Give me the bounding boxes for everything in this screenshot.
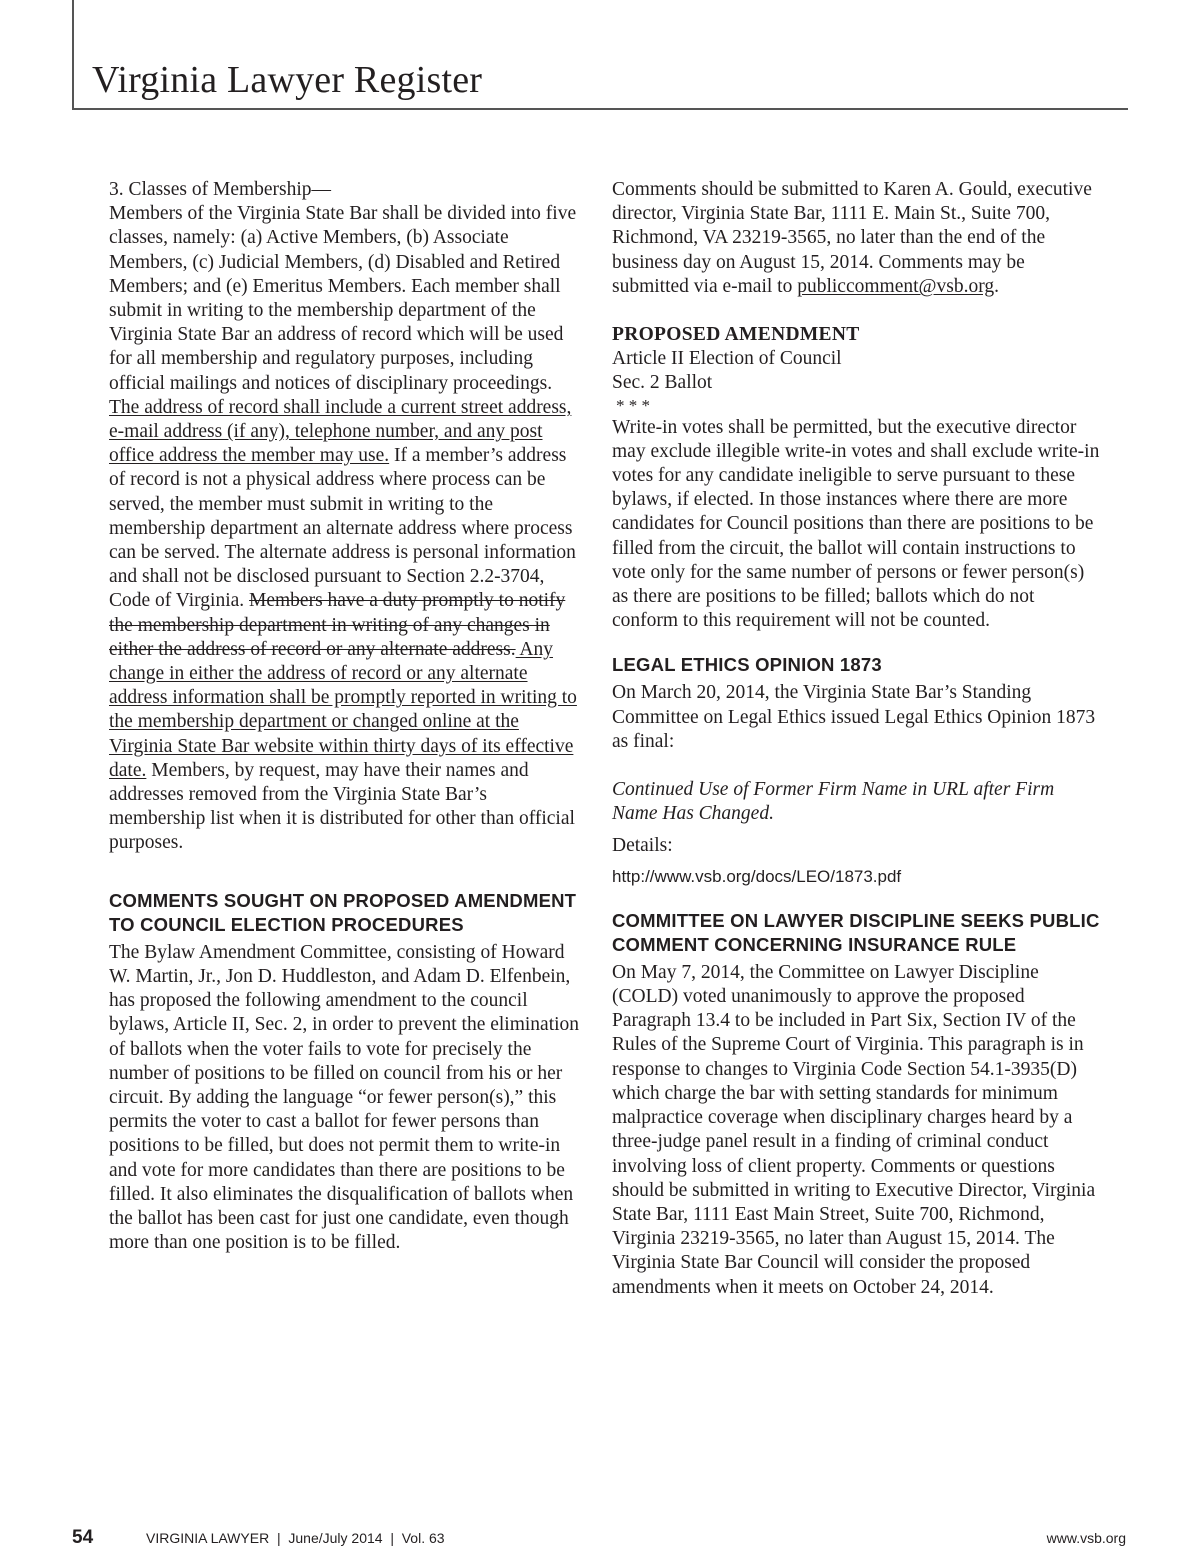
masthead-title: Virginia Lawyer Register — [92, 59, 483, 101]
body-text: Members of the Virginia State Bar shall be divided into five classes, namely: (a) Active Members, (b) Associate Members, (c) Judicial Members, (d) Disabled and Retired Members; and (e) Emeritus Members. Each member shall submit in writing to the membership department of the Virginia State Bar an address of record which will be used for all membership and regulatory purposes, including official mailings and notices of disciplinary proceedings. — [109, 203, 577, 394]
stars-separator: * * * — [616, 395, 650, 415]
section-line: Sec. 2 Ballot — [612, 372, 713, 394]
inserted-text: The address of record shall include a current street address, e-mail address (if any), telephone number, and any post office address the member may use. — [109, 396, 572, 467]
details-url-link[interactable]: http://www.vsb.org/docs/LEO/1873.pdf — [612, 866, 902, 886]
details-label: Details: — [612, 835, 673, 857]
deleted-text: Members have a duty promptly to notify the membership department in writing of any changes in either the address of record or any alternate address. — [109, 590, 566, 660]
footer-website-link[interactable]: www.vsb.org — [1046, 1530, 1126, 1546]
masthead-vertical-rule — [72, 0, 74, 108]
page-number: 54 — [72, 1527, 94, 1548]
leo-text: On March 20, 2014, the Virginia State Bar’s Standing Committee on Legal Ethics issued Legal Ethics Opinion 1873 as final: — [612, 682, 1096, 752]
comments-sought-heading: COMMENTS SOUGHT ON PROPOSED AMENDMENT TO COUNCIL ELECTION PROCEDURES — [109, 889, 577, 935]
article-line: Article II Election of Council — [612, 348, 842, 370]
cold-heading: COMMITTEE ON LAWYER DISCIPLINE SEEKS PUBLIC COMMENT CONCERNING INSURANCE RULE — [612, 909, 1100, 955]
classes-of-membership-title: 3. Classes of Membership— — [109, 179, 332, 200]
left-column — [109, 178, 585, 1255]
legal-ethics-opinion-heading: LEGAL ETHICS OPINION 1873 — [612, 654, 882, 676]
submit-text: Comments should be submitted to Karen A. Gould, executive director, Virginia State Bar, 1111 E. Main St., Suite 700, Richmond, VA 23219-3565, no later than the end of the business day on August 15, 2014. Comments may be submitted via e-mail to — [612, 179, 1092, 297]
magazine-info: VIRGINIA LAWYER | June/July 2014 | Vol. 63 — [146, 1530, 445, 1546]
right-column — [612, 178, 1102, 1300]
body-text: Members, by request, may have their names and addresses removed from the Virginia State Bar’s membership list when it is distributed for other than official purposes. — [109, 759, 575, 854]
write-in-votes-text: Write-in votes shall be permitted, but the executive director may exclude illegible write-in votes and shall exclude write-in votes for any candidate ineligible to serve pursuant to these bylaws, if elected. In those instances where there are more candidates for Council positions than there are positions to be filled from the circuit, the ballot will contain instructions to vote only for the same number of persons or fewer person(s) as there are positions to be filled; ballots which do not conform to this requirement will not be counted. — [612, 416, 1100, 632]
inserted-text: Any change in either the address of record or any alternate address information shall be promptly reported in writing to the membership department or changed online at the Virginia State Bar website within thirty days of its effective date. — [109, 638, 577, 781]
classes-of-membership-body — [109, 202, 585, 855]
leo-opinion-title: Continued Use of Former Firm Name in URL after Firm Name Has Changed. — [612, 779, 1055, 825]
body-text: If a member’s address of record is not a physical address where process can be served, the member must submit in writing to the membership department an alternate address where process can be served. The alternate address is personal information and shall not be disclosed pursuant to Section 2.2-3704, Code of Virginia. — [109, 445, 576, 612]
masthead-horizontal-rule — [72, 108, 1128, 110]
email-link[interactable]: publiccomment@vsb.org — [797, 275, 995, 297]
submit-end: . — [994, 275, 999, 297]
cold-text: On May 7, 2014, the Committee on Lawyer Discipline (COLD) voted unanimously to approve the proposed Paragraph 13.4 to be included in Part Six, Section IV of the Rules of the Supreme Court of Virginia. This paragraph is in response to changes to Virginia Code Section 54.1-3935(D) which charge the bar with setting standards for minimum malpractice coverage when disciplinary charges heard by a three-judge panel result in a finding of criminal conduct involving loss of client property. Comments or questions should be submitted in writing to Executive Director, Virginia State Bar, 1111 East Main Street, Suite 700, Richmond, Virginia 23219-3565, no later than August 15, 2014. The Virginia State Bar Council will consider the proposed amendments when it meets on October 24, 2014. — [612, 961, 1096, 1298]
comments-sought-body: The Bylaw Amendment Committee, consisting of Howard W. Martin, Jr., Jon D. Huddleston, and Adam D. Elfenbein, has proposed the following amendment to the council bylaws, Article II, Sec. 2, in order to prevent the elimination of ballots when the voter fails to vote for precisely the number of positions to be filled on council from his or her circuit. By adding the language “or fewer person(s),” this permits the voter to cast a ballot for fewer persons than positions to be filled, but does not permit them to write-in and vote for more candidates than there are positions to be filled. It also eliminates the disqualification of ballots when the ballot has been cast for just one candidate, even though more than one position is to be filled. — [109, 941, 580, 1254]
proposed-amendment-heading: PROPOSED AMENDMENT — [612, 324, 860, 346]
submit-comments-paragraph — [612, 178, 1102, 299]
